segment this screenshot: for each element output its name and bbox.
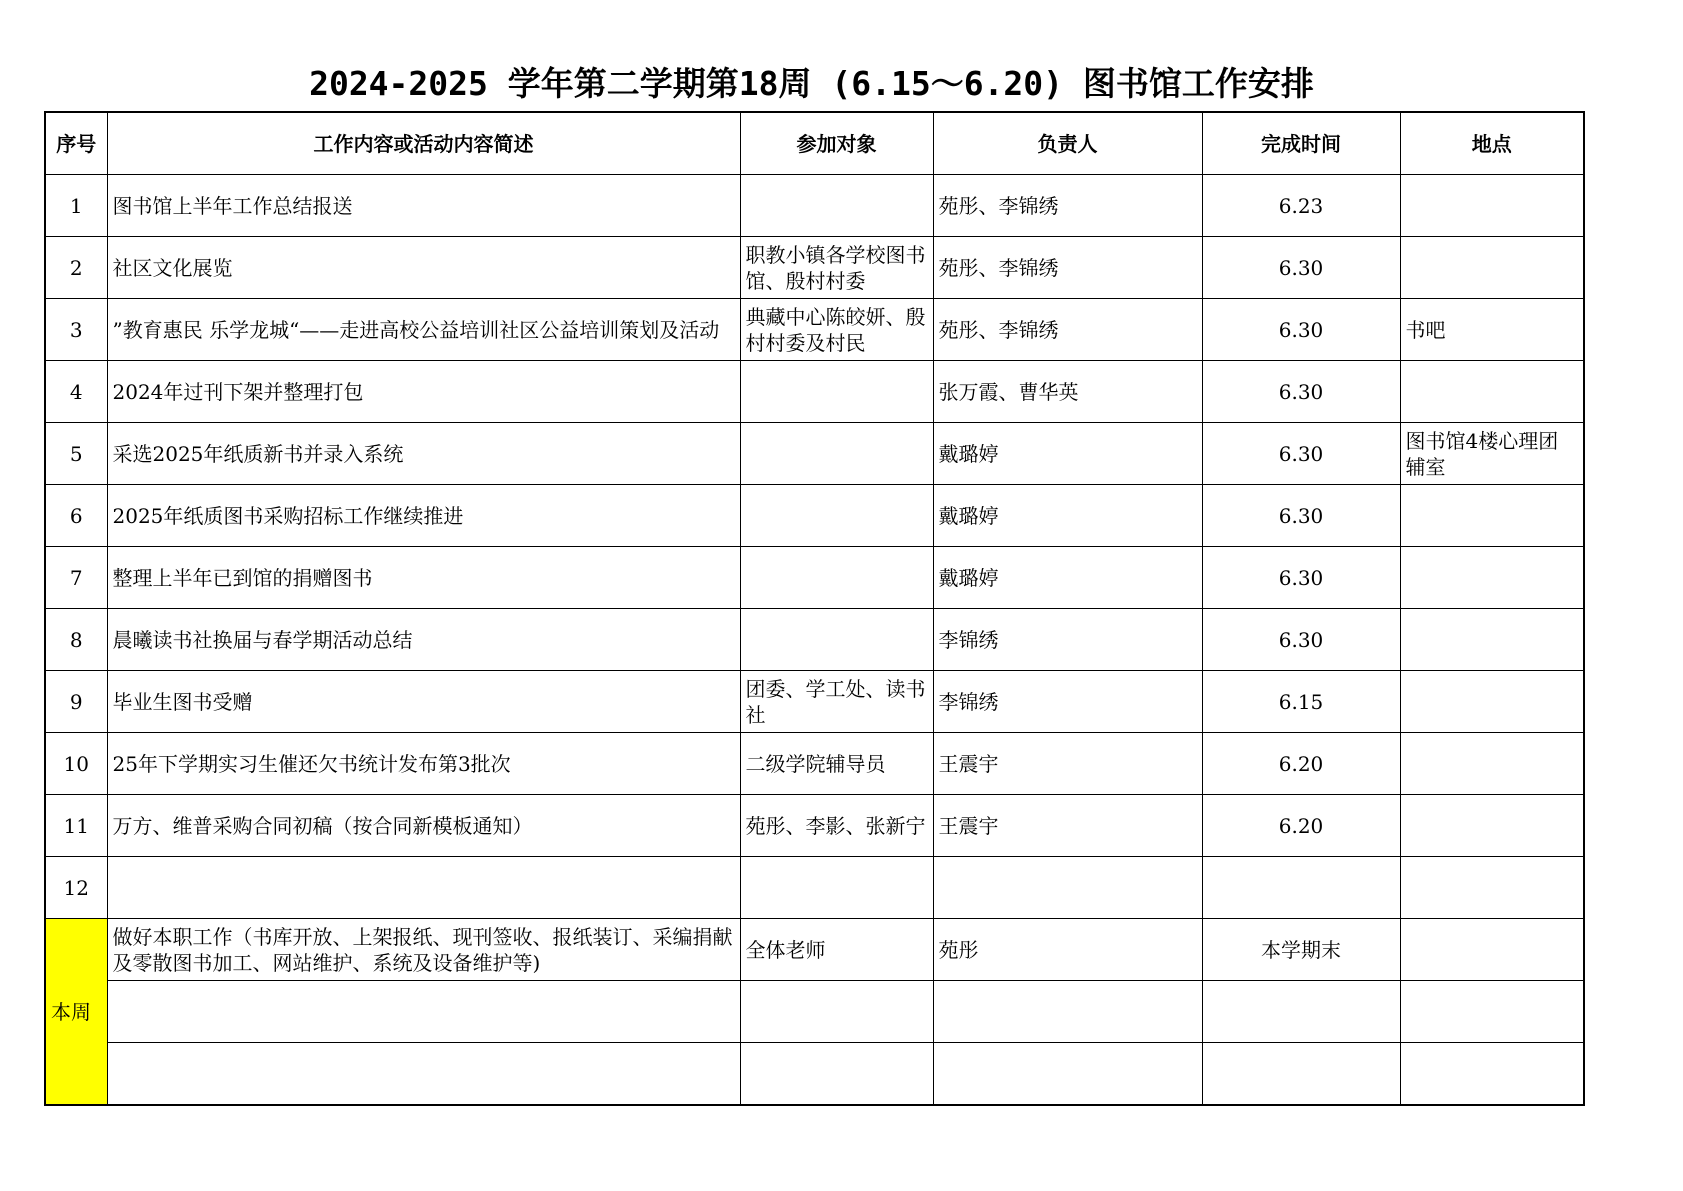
table-row [45,485,1584,547]
owner-cell: 苑彤、李锦绣 [933,175,1202,237]
content-cell: 整理上半年已到馆的捐赠图书 [107,547,740,609]
location-cell: 书吧 [1400,299,1584,361]
page-title: 2024-2025 学年第二学期第18周 (6.15～6.20) 图书馆工作安排 [309,64,1314,103]
owner-cell: 苑彤、李锦绣 [933,299,1202,361]
location-cell [1400,857,1584,919]
content-cell: 图书馆上半年工作总结报送 [107,175,740,237]
location-cell [1400,175,1584,237]
table-row [45,423,1584,485]
header-row [45,112,1584,175]
deadline-cell: 6.15 [1202,671,1400,733]
participants-cell: 职教小镇各学校图书馆、殷村村委 [740,237,933,299]
seq-cell: 4 [45,361,107,423]
content-cell [107,981,740,1043]
table-row [45,237,1584,299]
deadline-cell: 6.30 [1202,237,1400,299]
owner-cell: 张万霞、曹华英 [933,361,1202,423]
table-row [45,857,1584,919]
participants-cell: 二级学院辅导员 [740,733,933,795]
owner-cell: 王震宇 [933,733,1202,795]
participants-cell [740,361,933,423]
content-cell: 2025年纸质图书采购招标工作继续推进 [107,485,740,547]
location-cell [1400,609,1584,671]
content-cell: 25年下学期实习生催还欠书统计发布第3批次 [107,733,740,795]
table-row [45,361,1584,423]
owner-cell: 苑彤 [933,919,1202,981]
participants-cell [740,609,933,671]
participants-cell [740,547,933,609]
table-row [45,547,1584,609]
seq-cell: 9 [45,671,107,733]
content-cell: 毕业生图书受赠 [107,671,740,733]
participants-cell [740,175,933,237]
schedule-table [44,111,1585,1106]
owner-cell [933,1043,1202,1106]
weekly-row [45,981,1584,1043]
content-cell: ”教育惠民 乐学龙城“——走进高校公益培训社区公益培训策划及活动 [107,299,740,361]
table-row [45,795,1584,857]
table-row [45,671,1584,733]
deadline-cell: 6.30 [1202,361,1400,423]
table-row [45,175,1584,237]
content-cell [107,1043,740,1106]
location-cell [1400,485,1584,547]
seq-cell: 3 [45,299,107,361]
weekly-row [45,919,1584,981]
owner-cell: 李锦绣 [933,609,1202,671]
deadline-cell: 6.30 [1202,299,1400,361]
weekly-label: 本周 [45,919,107,1106]
owner-cell: 王震宇 [933,795,1202,857]
owner-cell [933,981,1202,1043]
seq-cell: 2 [45,237,107,299]
location-cell [1400,671,1584,733]
header-deadline: 完成时间 [1202,112,1400,175]
deadline-cell [1202,1043,1400,1106]
deadline-cell [1202,981,1400,1043]
seq-cell: 6 [45,485,107,547]
content-cell: 晨曦读书社换届与春学期活动总结 [107,609,740,671]
table-row [45,299,1584,361]
location-cell [1400,547,1584,609]
header-owner: 负责人 [933,112,1202,175]
deadline-cell: 6.30 [1202,547,1400,609]
participants-cell: 苑彤、李影、张新宁 [740,795,933,857]
deadline-cell: 6.30 [1202,485,1400,547]
seq-cell: 10 [45,733,107,795]
participants-cell: 全体老师 [740,919,933,981]
participants-cell: 团委、学工处、读书社 [740,671,933,733]
content-cell: 采选2025年纸质新书并录入系统 [107,423,740,485]
location-cell [1400,237,1584,299]
location-cell: 图书馆4楼心理团辅室 [1400,423,1584,485]
location-cell [1400,1043,1584,1106]
seq-cell: 8 [45,609,107,671]
location-cell [1400,361,1584,423]
seq-cell: 11 [45,795,107,857]
owner-cell: 戴璐婷 [933,547,1202,609]
deadline-cell [1202,857,1400,919]
location-cell [1400,919,1584,981]
deadline-cell: 6.20 [1202,795,1400,857]
content-cell: 做好本职工作（书库开放、上架报纸、现刊签收、报纸装订、采编捐献及零散图书加工、网站维护、系统及设备维护等) [107,919,740,981]
seq-cell: 1 [45,175,107,237]
location-cell [1400,981,1584,1043]
participants-cell [740,1043,933,1106]
weekly-row [45,1043,1584,1106]
content-cell: 社区文化展览 [107,237,740,299]
content-cell: 2024年过刊下架并整理打包 [107,361,740,423]
table-row [45,733,1584,795]
participants-cell: 典藏中心陈皎妍、殷村村委及村民 [740,299,933,361]
content-cell: 万方、维普采购合同初稿（按合同新模板通知） [107,795,740,857]
content-cell [107,857,740,919]
seq-cell: 12 [45,857,107,919]
owner-cell: 戴璐婷 [933,485,1202,547]
owner-cell [933,857,1202,919]
owner-cell: 戴璐婷 [933,423,1202,485]
deadline-cell: 6.30 [1202,609,1400,671]
header-seq: 序号 [45,112,107,175]
participants-cell [740,857,933,919]
header-participants: 参加对象 [740,112,933,175]
participants-cell [740,423,933,485]
owner-cell: 苑彤、李锦绣 [933,237,1202,299]
owner-cell: 李锦绣 [933,671,1202,733]
seq-cell: 5 [45,423,107,485]
location-cell [1400,733,1584,795]
deadline-cell: 6.30 [1202,423,1400,485]
table-row [45,609,1584,671]
deadline-cell: 6.23 [1202,175,1400,237]
header-location: 地点 [1400,112,1584,175]
seq-cell: 7 [45,547,107,609]
deadline-cell: 本学期末 [1202,919,1400,981]
participants-cell [740,981,933,1043]
location-cell [1400,795,1584,857]
participants-cell [740,485,933,547]
deadline-cell: 6.20 [1202,733,1400,795]
header-content: 工作内容或活动内容简述 [107,112,740,175]
